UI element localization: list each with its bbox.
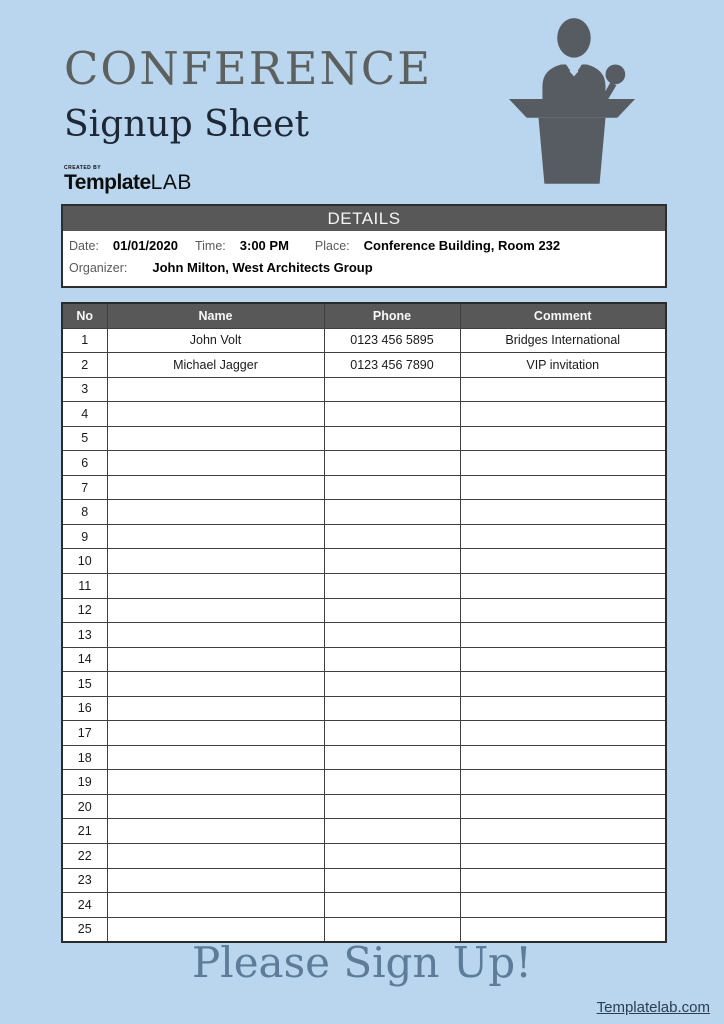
cell-no: 17 bbox=[62, 721, 107, 746]
date-value: 01/01/2020 bbox=[112, 238, 178, 253]
cell-phone bbox=[324, 426, 460, 451]
cell-name bbox=[107, 893, 324, 918]
cell-phone bbox=[324, 549, 460, 574]
table-row bbox=[62, 893, 666, 918]
details-box bbox=[61, 204, 667, 288]
signup-table bbox=[61, 302, 667, 943]
cell-no: 1 bbox=[62, 328, 107, 353]
table-row bbox=[62, 794, 666, 819]
cell-comment bbox=[460, 647, 666, 672]
cell-name bbox=[107, 696, 324, 721]
cell-name bbox=[107, 647, 324, 672]
cell-comment bbox=[460, 549, 666, 574]
cell-no: 11 bbox=[62, 573, 107, 598]
cell-phone bbox=[324, 819, 460, 844]
cell-name bbox=[107, 573, 324, 598]
cell-no: 18 bbox=[62, 745, 107, 770]
cell-no: 14 bbox=[62, 647, 107, 672]
table-row bbox=[62, 843, 666, 868]
table-row bbox=[62, 868, 666, 893]
column-header-no: No bbox=[62, 303, 107, 328]
cell-no: 16 bbox=[62, 696, 107, 721]
details-row-1 bbox=[69, 238, 659, 260]
cell-name bbox=[107, 868, 324, 893]
cell-phone bbox=[324, 721, 460, 746]
cell-name bbox=[107, 819, 324, 844]
details-body bbox=[63, 231, 665, 282]
cell-no: 24 bbox=[62, 893, 107, 918]
cell-name bbox=[107, 451, 324, 476]
cell-phone bbox=[324, 868, 460, 893]
cell-no: 9 bbox=[62, 524, 107, 549]
table-row bbox=[62, 623, 666, 648]
cell-no: 19 bbox=[62, 770, 107, 795]
table-row bbox=[62, 402, 666, 427]
table-row bbox=[62, 377, 666, 402]
cell-comment bbox=[460, 573, 666, 598]
cell-name bbox=[107, 672, 324, 697]
cell-name bbox=[107, 770, 324, 795]
table-row bbox=[62, 328, 666, 353]
cell-comment bbox=[460, 475, 666, 500]
cell-comment bbox=[460, 524, 666, 549]
logo-brand: Template bbox=[64, 171, 151, 194]
cell-no: 5 bbox=[62, 426, 107, 451]
cell-comment bbox=[460, 745, 666, 770]
page-subtitle: Signup Sheet bbox=[64, 104, 310, 145]
details-header: DETAILS bbox=[63, 206, 665, 231]
column-header-name: Name bbox=[107, 303, 324, 328]
organizer-value: John Milton, West Architects Group bbox=[152, 260, 373, 275]
cell-comment bbox=[460, 598, 666, 623]
cell-no: 21 bbox=[62, 819, 107, 844]
cell-name: John Volt bbox=[107, 328, 324, 353]
cell-name: Michael Jagger bbox=[107, 353, 324, 378]
time-value: 3:00 PM bbox=[239, 238, 289, 253]
cell-comment bbox=[460, 451, 666, 476]
logo-created-by: CREATED BY bbox=[64, 165, 102, 171]
table-header-row bbox=[62, 303, 666, 328]
cell-phone bbox=[324, 598, 460, 623]
cell-phone: 0123 456 5895 bbox=[324, 328, 460, 353]
cell-comment bbox=[460, 672, 666, 697]
cell-name bbox=[107, 426, 324, 451]
cell-phone: 0123 456 7890 bbox=[324, 353, 460, 378]
cell-name bbox=[107, 475, 324, 500]
cell-comment bbox=[460, 893, 666, 918]
cell-phone bbox=[324, 402, 460, 427]
cell-phone bbox=[324, 696, 460, 721]
table-row bbox=[62, 451, 666, 476]
cell-comment bbox=[460, 794, 666, 819]
table-row bbox=[62, 672, 666, 697]
table-row bbox=[62, 721, 666, 746]
cell-no: 8 bbox=[62, 500, 107, 525]
cell-name bbox=[107, 745, 324, 770]
column-header-phone: Phone bbox=[324, 303, 460, 328]
cell-phone bbox=[324, 500, 460, 525]
details-row-2 bbox=[69, 260, 659, 282]
table-row bbox=[62, 500, 666, 525]
cell-no: 20 bbox=[62, 794, 107, 819]
column-header-comment: Comment bbox=[460, 303, 666, 328]
cell-name bbox=[107, 402, 324, 427]
cell-phone bbox=[324, 377, 460, 402]
cell-name bbox=[107, 721, 324, 746]
cell-no: 3 bbox=[62, 377, 107, 402]
cell-name bbox=[107, 549, 324, 574]
cell-comment bbox=[460, 868, 666, 893]
footer-call-to-action: Please Sign Up! bbox=[192, 938, 532, 987]
cell-name bbox=[107, 500, 324, 525]
table-row bbox=[62, 426, 666, 451]
cell-phone bbox=[324, 745, 460, 770]
speaker-at-podium-icon bbox=[503, 12, 641, 187]
cell-phone bbox=[324, 524, 460, 549]
cell-name bbox=[107, 794, 324, 819]
table-row bbox=[62, 647, 666, 672]
cell-phone bbox=[324, 647, 460, 672]
cell-phone bbox=[324, 475, 460, 500]
cell-comment bbox=[460, 819, 666, 844]
date-label: Date: bbox=[69, 239, 99, 253]
table-row bbox=[62, 598, 666, 623]
cell-comment bbox=[460, 402, 666, 427]
cell-no: 6 bbox=[62, 451, 107, 476]
templatelab-site-link[interactable]: Templatelab.com bbox=[596, 999, 710, 1016]
cell-no: 4 bbox=[62, 402, 107, 427]
logo-brand-suffix: LAB bbox=[150, 171, 192, 194]
table-row bbox=[62, 819, 666, 844]
cell-comment bbox=[460, 377, 666, 402]
cell-phone bbox=[324, 623, 460, 648]
place-label: Place: bbox=[314, 239, 350, 253]
cell-phone bbox=[324, 770, 460, 795]
place-value: Conference Building, Room 232 bbox=[363, 238, 561, 253]
cell-comment bbox=[460, 623, 666, 648]
cell-comment bbox=[460, 426, 666, 451]
cell-comment bbox=[460, 843, 666, 868]
cell-no: 23 bbox=[62, 868, 107, 893]
table-row bbox=[62, 475, 666, 500]
cell-phone bbox=[324, 794, 460, 819]
cell-no: 25 bbox=[62, 917, 107, 942]
cell-name bbox=[107, 623, 324, 648]
cell-comment: VIP invitation bbox=[460, 353, 666, 378]
cell-comment bbox=[460, 696, 666, 721]
table-row bbox=[62, 549, 666, 574]
cell-no: 2 bbox=[62, 353, 107, 378]
cell-comment bbox=[460, 721, 666, 746]
table-row bbox=[62, 524, 666, 549]
cell-phone bbox=[324, 451, 460, 476]
cell-no: 13 bbox=[62, 623, 107, 648]
table-row bbox=[62, 745, 666, 770]
cell-phone bbox=[324, 672, 460, 697]
time-label: Time: bbox=[194, 239, 226, 253]
cell-phone bbox=[324, 573, 460, 598]
cell-name bbox=[107, 598, 324, 623]
cell-no: 10 bbox=[62, 549, 107, 574]
templatelab-logo bbox=[64, 166, 192, 193]
cell-no: 15 bbox=[62, 672, 107, 697]
cell-name bbox=[107, 377, 324, 402]
cell-phone bbox=[324, 843, 460, 868]
table-row bbox=[62, 696, 666, 721]
cell-comment bbox=[460, 500, 666, 525]
page-title: CONFERENCE bbox=[64, 42, 433, 95]
cell-no: 22 bbox=[62, 843, 107, 868]
table-row bbox=[62, 353, 666, 378]
cell-phone bbox=[324, 893, 460, 918]
table-row bbox=[62, 573, 666, 598]
cell-no: 12 bbox=[62, 598, 107, 623]
table-row bbox=[62, 770, 666, 795]
cell-comment: Bridges International bbox=[460, 328, 666, 353]
cell-name bbox=[107, 843, 324, 868]
cell-name bbox=[107, 524, 324, 549]
cell-no: 7 bbox=[62, 475, 107, 500]
organizer-label: Organizer: bbox=[69, 261, 128, 275]
cell-comment bbox=[460, 770, 666, 795]
